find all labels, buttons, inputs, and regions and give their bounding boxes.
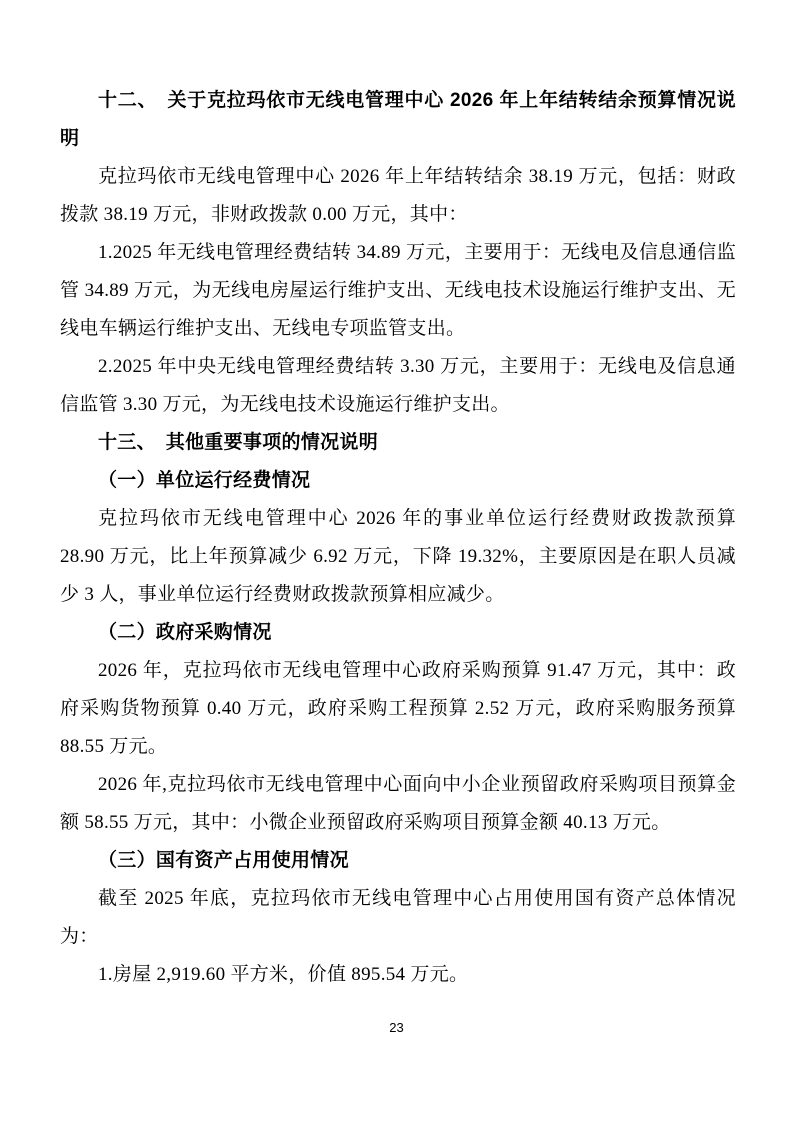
- section-heading-12-carryover-budget: 十二、 关于克拉玛依市无线电管理中心 2026 年上年结转结余预算情况说明: [60, 90, 736, 149]
- subheading-state-owned-assets: （三）国有资产占用使用情况: [98, 850, 349, 871]
- paragraph-assets-overview: 截至 2025 年底，克拉玛依市无线电管理中心占用使用国有资产总体情况为：: [60, 888, 736, 947]
- subheading-government-procurement: （二）政府采购情况: [98, 622, 272, 643]
- paragraph-procurement-sme-reserve: 2026 年,克拉玛依市无线电管理中心面向中小企业预留政府采购项目预算金额 58.55 万元，其中：小微企业预留政府采购项目预算金额 40.13 万元。: [60, 774, 736, 833]
- paragraph-carryover-item-1: 1.2025 年无线电管理经费结转 34.89 万元，主要用于：无线电及信息通信监管 34.89 万元，为无线电房屋运行维护支出、无线电技术设施运行维护支出、无线电车辆运行维护支出、无线电专项监管支出。: [60, 242, 736, 339]
- page-number: 23: [389, 1020, 404, 1035]
- document-content: [60, 82, 736, 994]
- paragraph-operating-expenses: 克拉玛依市无线电管理中心 2026 年的事业单位运行经费财政拨款预算 28.90 万元，比上年预算减少 6.92 万元，下降 19.32%，主要原因是在职人员减少 3 人，事业单位运行经费财政拨款预算相应减少。: [60, 508, 736, 605]
- paragraph-carryover-item-2: 2.2025 年中央无线电管理经费结转 3.30 万元，主要用于：无线电及信息通信监管 3.30 万元，为无线电技术设施运行维护支出。: [60, 356, 736, 415]
- paragraph-assets-item-housing: 1.房屋 2,919.60 平方米，价值 895.54 万元。: [98, 964, 469, 985]
- paragraph-procurement-budget: 2026 年，克拉玛依市无线电管理中心政府采购预算 91.47 万元，其中：政府采购货物预算 0.40 万元，政府采购工程预算 2.52 万元，政府采购服务预算 88.55 万元。: [60, 660, 736, 757]
- subheading-operating-expenses: （一）单位运行经费情况: [98, 470, 311, 491]
- paragraph-carryover-summary: 克拉玛依市无线电管理中心 2026 年上年结转结余 38.19 万元，包括：财政拨款 38.19 万元，非财政拨款 0.00 万元，其中：: [60, 166, 736, 225]
- section-heading-13-other-matters: 十三、 其他重要事项的情况说明: [98, 432, 379, 453]
